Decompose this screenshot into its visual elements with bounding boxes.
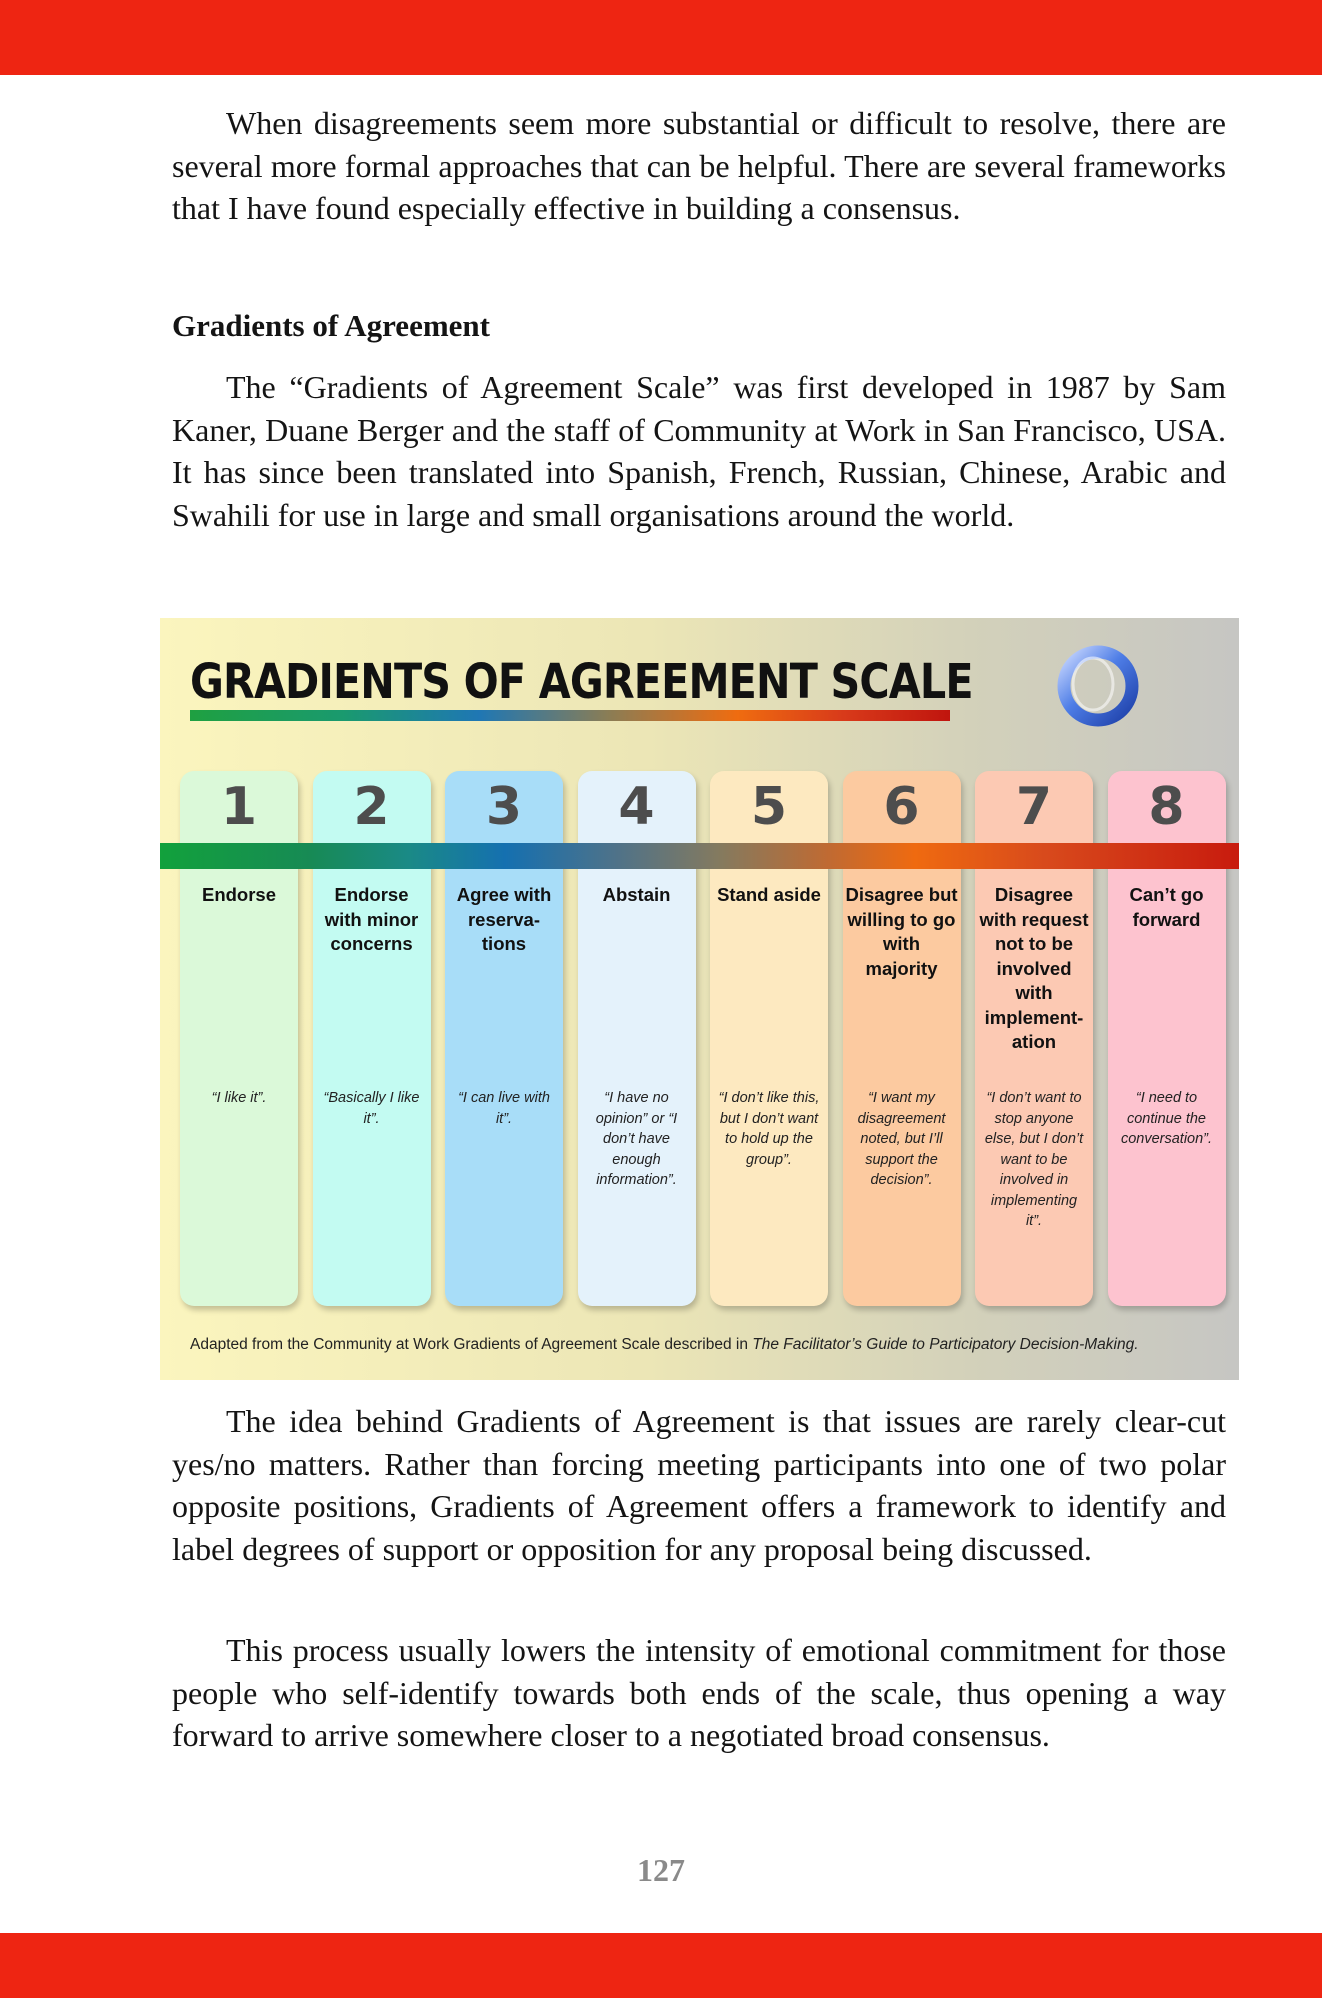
- section-heading-block: [172, 306, 1226, 346]
- agreement-gradient-band: [160, 843, 1239, 869]
- scale-quote: “I like it”.: [211, 1090, 267, 1106]
- scale-label: Endorse with minor concerns: [324, 884, 419, 954]
- scale-quote: “Basically I like it”.: [323, 1090, 420, 1127]
- gradients-infographic: [160, 618, 1239, 1380]
- scale-label: Disagree but willing to go with majority: [845, 884, 958, 979]
- scale-label: Can’t go forward: [1129, 884, 1204, 930]
- ring-logo-icon: [1048, 642, 1148, 730]
- scale-label: Endorse: [201, 884, 277, 905]
- infographic-title: GRADIENTS OF AGREEMENT SCALE: [190, 654, 973, 710]
- paragraph-text: When disagreements seem more substantial or difficult to resolve, there are several more formal approaches that can be helpful. There are several frameworks that I have found especially effective in building a consensus.: [172, 105, 1226, 226]
- paragraph-intro: [172, 102, 1226, 230]
- scale-number: 4: [618, 777, 655, 837]
- scale-label: Stand aside: [717, 884, 821, 905]
- page-number: 127: [637, 1852, 685, 1888]
- title-underline: [190, 710, 950, 721]
- scale-number: 3: [485, 777, 523, 837]
- top-red-band: [0, 0, 1322, 75]
- section-heading: Gradients of Agreement: [172, 308, 490, 343]
- scale-quote: “I can live with it”.: [458, 1090, 550, 1127]
- paragraph-process: [172, 1629, 1226, 1757]
- bottom-red-band: [0, 1933, 1322, 1998]
- scale-label: Disagree with request not to be involved with implement-ation: [979, 884, 1089, 1052]
- scale-quote: “I need to continue the conversation”.: [1120, 1090, 1213, 1147]
- figure-caption: [190, 1336, 1230, 1354]
- scale-quote: “I don’t want to stop anyone else, but I don’t want to be involved in implementing it”.: [984, 1090, 1084, 1229]
- scale-number: 1: [220, 777, 258, 837]
- caption-book-title: The Facilitator’s Guide to Participatory Decision-Making.: [752, 1336, 1139, 1353]
- paragraph-history: [172, 366, 1226, 536]
- scale-label: Abstain: [602, 884, 671, 905]
- caption-prefix: Adapted from the Community at Work Gradients of Agreement Scale described in: [190, 1336, 753, 1353]
- scale-quote: “I want my disagreement noted, but I’ll support the decision”.: [857, 1090, 946, 1188]
- paragraph-text: The “Gradients of Agreement Scale” was first developed in 1987 by Sam Kaner, Duane Berger and the staff of Community at Work in San Francisco, USA. It has since been translated into Spanish, French, Russian, Chinese, Arabic and Swahili for use in large and small organisations around the world.: [172, 369, 1226, 533]
- scale-quote: “I have no opinion” or “I don’t have enough information”.: [595, 1090, 678, 1188]
- scale-number: 2: [353, 777, 390, 837]
- scale-number: 6: [883, 777, 920, 837]
- scale-number: 5: [750, 777, 788, 837]
- paragraph-text: The idea behind Gradients of Agreement is that issues are rarely clear-cut yes/no matters. Rather than forcing meeting participants into one of two polar opposite positions, Gradients of Agreement offers a framework to identify and label degrees of support or opposition for any proposal being discussed.: [172, 1403, 1226, 1567]
- scale-number: 8: [1148, 777, 1185, 837]
- scale-label: Agree with reserva-tions: [456, 884, 552, 954]
- paragraph-text: This process usually lowers the intensity of emotional commitment for those people who self-identify towards both ends of the scale, thus opening a way forward to arrive somewhere closer to a negotiated broad consensus.: [172, 1632, 1226, 1753]
- paragraph-idea: [172, 1400, 1226, 1570]
- scale-number: 7: [1015, 777, 1053, 837]
- scale-quote: “I don’t like this, but I don’t want to hold up the group”.: [718, 1090, 820, 1168]
